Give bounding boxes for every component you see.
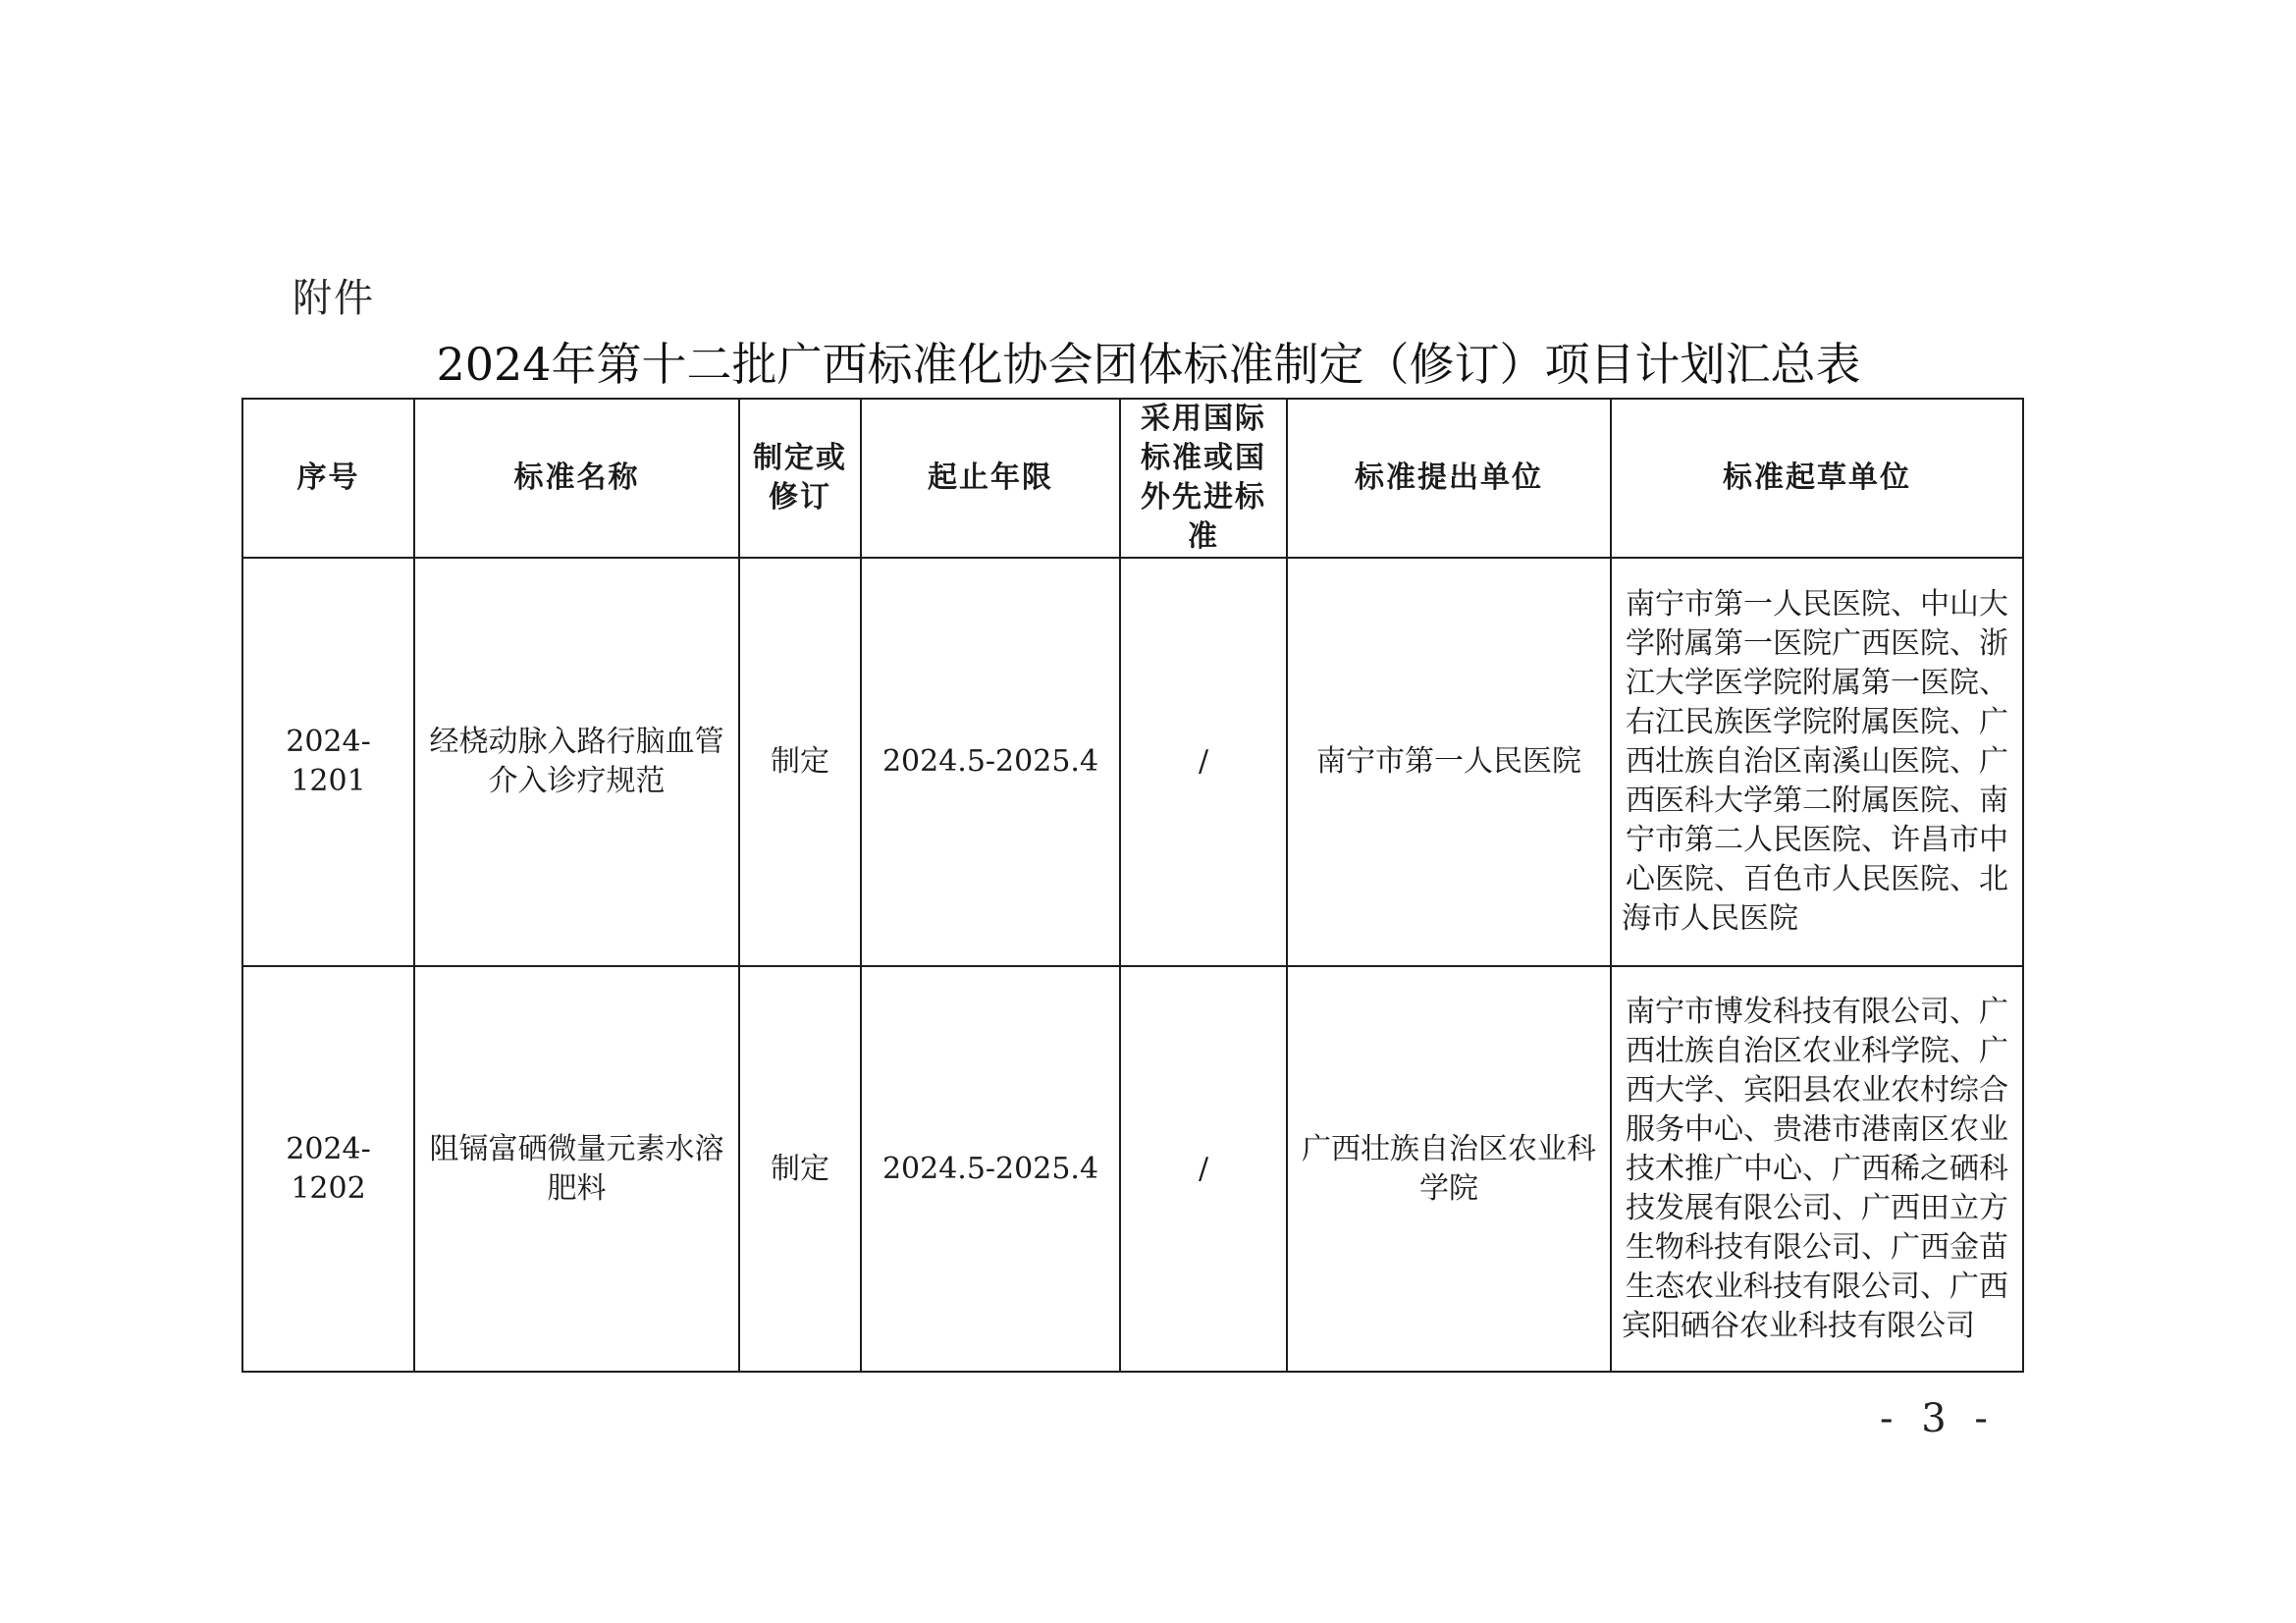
cell-drafting-units: 南宁市博发科技有限公司、广西壮族自治区农业科学院、广西大学、宾阳县农业农村综合服务中心、贵港市港南区农业技术推广中心、广西稀之硒科技发展有限公司、广西田立方生物科技有限公司、广西金苗生态农业科技有限公司、广西宾阳硒谷农业科技有限公司	[1611, 966, 2023, 1372]
table-row	[242, 558, 2023, 966]
cell-drafting-units: 南宁市第一人民医院、中山大学附属第一医院广西医院、浙江大学医学院附属第一医院、右江民族医学院附属医院、广西壮族自治区南溪山医院、广西医科大学第二附属医院、南宁市第二人民医院、许昌市中心医院、百色市人民医院、北海市人民医院	[1611, 558, 2023, 966]
attachment-label: 附件	[293, 276, 375, 321]
cell-serial: 2024-1202	[242, 966, 414, 1372]
header-type: 制定或修订	[739, 399, 861, 558]
cell-serial: 2024-1201	[242, 558, 414, 966]
cell-period: 2024.5-2025.4	[861, 558, 1120, 966]
project-plan-table	[241, 398, 2024, 1373]
header-period: 起止年限	[861, 399, 1120, 558]
cell-proposer: 南宁市第一人民医院	[1287, 558, 1611, 966]
document-title: 2024年第十二批广西标准化协会团体标准制定（修订）项目计划汇总表	[436, 338, 1861, 391]
cell-type: 制定	[739, 966, 861, 1372]
table-header-row	[242, 399, 2023, 558]
cell-type: 制定	[739, 558, 861, 966]
cell-adopt-international: /	[1120, 558, 1287, 966]
table-row	[242, 966, 2023, 1372]
page-number: - 3 -	[1880, 1396, 1996, 1441]
header-drafting-units: 标准起草单位	[1611, 399, 2023, 558]
header-proposer: 标准提出单位	[1287, 399, 1611, 558]
header-adopt-international: 采用国际标准或国外先进标准	[1120, 399, 1287, 558]
cell-standard-name: 阻镉富硒微量元素水溶肥料	[414, 966, 739, 1372]
cell-standard-name: 经桡动脉入路行脑血管介入诊疗规范	[414, 558, 739, 966]
cell-adopt-international: /	[1120, 966, 1287, 1372]
cell-proposer: 广西壮族自治区农业科学院	[1287, 966, 1611, 1372]
header-serial: 序号	[242, 399, 414, 558]
cell-period: 2024.5-2025.4	[861, 966, 1120, 1372]
header-standard-name: 标准名称	[414, 399, 739, 558]
